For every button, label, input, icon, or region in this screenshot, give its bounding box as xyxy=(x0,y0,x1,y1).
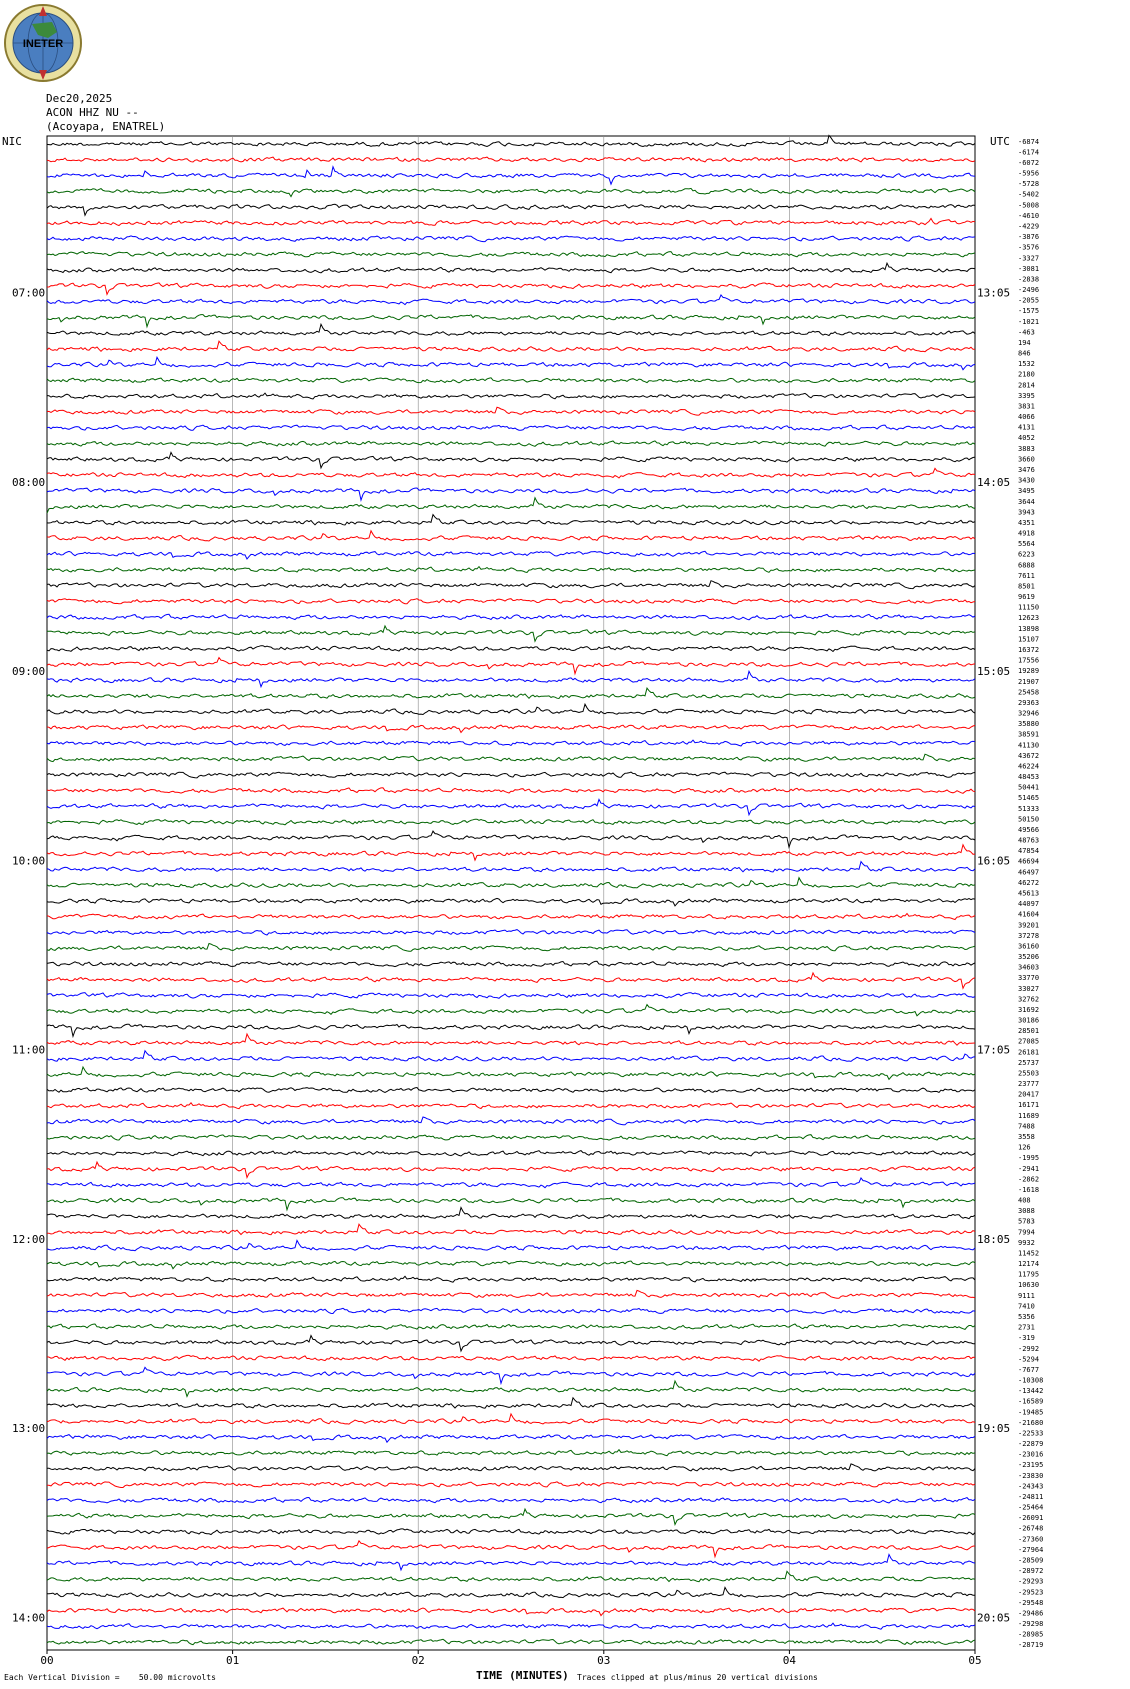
trace-row xyxy=(47,167,975,184)
trace-row xyxy=(47,1005,975,1016)
trace-row xyxy=(47,236,975,242)
trace-offset-label: 12623 xyxy=(1018,614,1040,623)
trace-offset-label: -29523 xyxy=(1018,1588,1044,1597)
trace-row xyxy=(47,1541,975,1557)
trace-offset-label: 43672 xyxy=(1018,751,1040,760)
trace-row xyxy=(47,740,975,746)
trace-row xyxy=(47,944,975,952)
trace-offset-label: -22879 xyxy=(1018,1440,1044,1448)
trace-offset-label: 4052 xyxy=(1018,434,1035,443)
trace-offset-label: 45613 xyxy=(1018,889,1040,898)
trace-offset-label: 2814 xyxy=(1018,381,1035,390)
x-tick-label: 02 xyxy=(411,1654,425,1667)
trace-row xyxy=(47,845,975,860)
trace-row xyxy=(47,324,975,335)
trace-offset-label: -27360 xyxy=(1018,1535,1044,1544)
trace-offset-label: 49566 xyxy=(1018,826,1040,834)
utc-hour-label: 16:05 xyxy=(977,854,1011,868)
trace-offset-label: -27964 xyxy=(1018,1545,1044,1554)
trace-offset-label: 4351 xyxy=(1018,518,1035,527)
trace-row xyxy=(47,878,975,888)
trace-row xyxy=(47,772,975,778)
trace-offset-label: 39201 xyxy=(1018,921,1040,930)
trace-row xyxy=(47,1261,975,1269)
trace-offset-label: -24343 xyxy=(1018,1482,1044,1491)
trace-offset-label: 6888 xyxy=(1018,561,1035,570)
trace-row xyxy=(47,688,975,698)
trace-row xyxy=(47,263,975,273)
trace-offset-label: 3476 xyxy=(1018,466,1035,474)
trace-offset-label: -28972 xyxy=(1018,1567,1044,1576)
trace-row xyxy=(47,498,975,513)
trace-row xyxy=(47,1024,975,1036)
trace-offset-label: -5956 xyxy=(1018,169,1040,178)
trace-row xyxy=(47,1509,975,1524)
trace-row xyxy=(47,1051,975,1062)
trace-row xyxy=(47,1336,975,1351)
trace-row xyxy=(47,1529,975,1535)
trace-offset-label: -24811 xyxy=(1018,1493,1044,1501)
trace-offset-label: 25458 xyxy=(1018,688,1040,697)
trace-offset-label: 4918 xyxy=(1018,529,1035,538)
trace-row xyxy=(47,204,975,215)
trace-row xyxy=(47,468,975,478)
trace-row xyxy=(47,581,975,589)
trace-row xyxy=(47,452,975,468)
trace-row xyxy=(47,799,975,814)
record-date: Dec20,2025 xyxy=(46,92,113,105)
trace-offset-label: 5564 xyxy=(1018,540,1035,549)
trace-row xyxy=(47,295,975,305)
trace-offset-label: -2941 xyxy=(1018,1164,1040,1173)
trace-offset-label: 41604 xyxy=(1018,910,1040,919)
trace-row xyxy=(47,315,975,327)
trace-row xyxy=(47,1324,975,1330)
trace-row xyxy=(47,1355,975,1361)
clip-note: Traces clipped at plus/minus 20 vertical divisions xyxy=(577,1673,818,1682)
trace-row xyxy=(47,862,975,872)
trace-offset-label: 9111 xyxy=(1018,1291,1035,1300)
trace-offset-label: 3943 xyxy=(1018,508,1035,517)
trace-row xyxy=(47,819,975,825)
trace-offset-label: 4131 xyxy=(1018,423,1035,432)
x-tick-label: 04 xyxy=(782,1654,797,1667)
scale-note: Each Vertical Division = 50.00 microvolts xyxy=(4,1673,216,1682)
trace-row xyxy=(47,1555,975,1570)
trace-offset-label: -3576 xyxy=(1018,243,1040,252)
trace-row xyxy=(47,671,975,686)
trace-row xyxy=(47,930,975,935)
trace-row xyxy=(47,1398,975,1408)
trace-row xyxy=(47,488,975,500)
trace-offset-label: -1021 xyxy=(1018,317,1040,326)
station-location: (Acoyapa, ENATREL) xyxy=(46,120,166,133)
trace-row xyxy=(47,1414,975,1424)
trace-row xyxy=(47,961,975,966)
trace-offset-label: -2496 xyxy=(1018,286,1040,294)
trace-offset-label: 23777 xyxy=(1018,1080,1040,1089)
trace-offset-label: -5008 xyxy=(1018,201,1040,210)
trace-offset-label: 17556 xyxy=(1018,656,1040,665)
x-tick-label: 00 xyxy=(40,1654,54,1667)
trace-offset-label: -26091 xyxy=(1018,1514,1044,1523)
trace-offset-label: 10630 xyxy=(1018,1281,1040,1290)
trace-row xyxy=(47,1135,975,1140)
trace-offset-label: -23830 xyxy=(1018,1471,1044,1480)
trace-offset-label: -463 xyxy=(1018,328,1035,337)
trace-offset-label: 35206 xyxy=(1018,953,1040,961)
utc-hour-label: 19:05 xyxy=(977,1422,1011,1436)
trace-offset-label: -7677 xyxy=(1018,1365,1040,1374)
trace-row xyxy=(47,1435,975,1443)
trace-row xyxy=(47,1240,975,1250)
trace-offset-label: -21680 xyxy=(1018,1418,1044,1427)
trace-offset-label: 37278 xyxy=(1018,931,1040,940)
trace-offset-label: -16589 xyxy=(1018,1397,1044,1406)
trace-offset-label: 25503 xyxy=(1018,1069,1040,1078)
trace-offset-label: 46272 xyxy=(1018,878,1040,887)
trace-offset-label: 9619 xyxy=(1018,593,1035,602)
trace-row xyxy=(47,1276,975,1282)
trace-row xyxy=(47,341,975,352)
trace-row xyxy=(47,378,975,383)
trace-row xyxy=(47,1308,975,1313)
trace-offset-label: 408 xyxy=(1018,1196,1031,1205)
trace-offset-label: 13898 xyxy=(1018,624,1040,633)
trace-offset-label: 194 xyxy=(1018,339,1031,347)
trace-row xyxy=(47,599,975,604)
trace-row xyxy=(47,157,975,162)
trace-offset-label: 28501 xyxy=(1018,1027,1040,1036)
trace-offset-label: -1995 xyxy=(1018,1154,1040,1163)
trace-row xyxy=(47,973,975,988)
trace-offset-label: 5356 xyxy=(1018,1313,1035,1321)
trace-offset-label: -3081 xyxy=(1018,264,1040,273)
trace-row xyxy=(47,1639,975,1644)
trace-offset-label: 3883 xyxy=(1018,444,1035,453)
trace-row xyxy=(47,1151,975,1156)
trace-offset-label: 34603 xyxy=(1018,963,1040,972)
trace-offset-label: -23016 xyxy=(1018,1450,1044,1459)
trace-offset-label: -2862 xyxy=(1018,1175,1040,1184)
trace-row xyxy=(47,357,975,369)
trace-offset-label: 846 xyxy=(1018,349,1031,358)
trace-row xyxy=(47,515,975,525)
local-hour-label: 09:00 xyxy=(12,665,46,679)
trace-offset-label: 3558 xyxy=(1018,1133,1035,1141)
trace-offset-label: 16171 xyxy=(1018,1101,1040,1110)
trace-offset-label: 19289 xyxy=(1018,667,1040,676)
trace-offset-label: 7611 xyxy=(1018,571,1035,580)
trace-row xyxy=(47,898,975,906)
trace-offset-label: 20417 xyxy=(1018,1090,1040,1099)
trace-offset-label: 51465 xyxy=(1018,794,1040,803)
trace-offset-label: 26181 xyxy=(1018,1048,1040,1057)
trace-row xyxy=(47,993,975,999)
trace-offset-label: -29293 xyxy=(1018,1577,1044,1586)
trace-row xyxy=(47,1381,975,1396)
trace-row xyxy=(47,1450,975,1456)
trace-row xyxy=(47,1178,975,1188)
utc-time-zone: UTC xyxy=(990,135,1010,148)
trace-row xyxy=(47,393,975,399)
trace-offset-label: 11795 xyxy=(1018,1270,1040,1279)
trace-row xyxy=(47,1367,975,1383)
utc-hour-label: 13:05 xyxy=(977,286,1011,300)
trace-offset-label: -6072 xyxy=(1018,159,1040,167)
ineter-logo-text: INETER xyxy=(22,38,64,50)
trace-row xyxy=(47,407,975,415)
trace-offset-label: 15107 xyxy=(1018,635,1040,644)
trace-offset-label: -2838 xyxy=(1018,275,1040,284)
trace-offset-label: -19485 xyxy=(1018,1408,1044,1417)
trace-offset-label: -10308 xyxy=(1018,1376,1044,1385)
trace-row xyxy=(47,626,975,641)
trace-offset-label: 47854 xyxy=(1018,847,1040,856)
trace-offset-label: 36160 xyxy=(1018,942,1040,951)
trace-offset-label: 126 xyxy=(1018,1143,1031,1152)
trace-offset-label: 7410 xyxy=(1018,1302,1035,1311)
trace-row xyxy=(47,754,975,761)
trace-offset-label: 2731 xyxy=(1018,1323,1035,1332)
local-time-zone: NIC xyxy=(2,135,22,148)
trace-row xyxy=(47,1498,975,1503)
trace-row xyxy=(47,646,975,652)
trace-offset-label: -28719 xyxy=(1018,1641,1044,1650)
trace-offset-label: 31692 xyxy=(1018,1006,1040,1014)
trace-row xyxy=(47,441,975,446)
x-tick-label: 05 xyxy=(968,1654,982,1667)
trace-offset-label: 46224 xyxy=(1018,762,1040,771)
trace-offset-label: -5294 xyxy=(1018,1355,1040,1364)
trace-row xyxy=(47,614,975,620)
trace-row xyxy=(47,1482,975,1488)
trace-row xyxy=(47,1464,975,1471)
x-axis-label: TIME (MINUTES) xyxy=(476,1669,569,1682)
trace-row xyxy=(47,1587,975,1597)
trace-offset-label: 4066 xyxy=(1018,413,1035,422)
trace-row xyxy=(47,725,975,733)
x-tick-label: 03 xyxy=(597,1654,611,1667)
trace-offset-label: -22533 xyxy=(1018,1429,1044,1438)
trace-offset-label: -3876 xyxy=(1018,233,1040,242)
trace-offset-label: 3495 xyxy=(1018,487,1035,496)
trace-offset-label: -5728 xyxy=(1018,180,1040,189)
trace-offset-label: 3430 xyxy=(1018,476,1035,485)
trace-row xyxy=(47,788,975,794)
trace-offset-label: 2180 xyxy=(1018,370,1035,379)
trace-row xyxy=(47,1623,975,1629)
trace-row xyxy=(47,704,975,714)
trace-offset-label: 44097 xyxy=(1018,900,1040,909)
trace-row xyxy=(47,1290,975,1298)
trace-offset-label: 46694 xyxy=(1018,857,1040,866)
trace-offset-label: -5402 xyxy=(1018,190,1040,199)
trace-offset-label: 30186 xyxy=(1018,1016,1040,1025)
trace-offset-label: 48763 xyxy=(1018,836,1040,845)
trace-offset-label: -28985 xyxy=(1018,1630,1044,1639)
trace-row xyxy=(47,252,975,257)
trace-offset-label: 5783 xyxy=(1018,1217,1035,1226)
trace-row xyxy=(47,425,975,430)
trace-offset-label: 12174 xyxy=(1018,1260,1040,1269)
trace-row xyxy=(47,1224,975,1234)
trace-row xyxy=(47,831,975,847)
trace-row xyxy=(47,1198,975,1210)
trace-offset-label: 7994 xyxy=(1018,1228,1035,1237)
trace-offset-label: 9932 xyxy=(1018,1238,1035,1247)
trace-row xyxy=(47,1571,975,1581)
trace-offset-label: 3088 xyxy=(1018,1207,1035,1216)
trace-offset-label: -29486 xyxy=(1018,1609,1044,1618)
trace-offset-label: 51333 xyxy=(1018,804,1040,813)
trace-offset-label: 25737 xyxy=(1018,1058,1040,1067)
utc-hour-label: 17:05 xyxy=(977,1043,1011,1057)
local-hour-label: 14:00 xyxy=(12,1611,46,1625)
station-code: ACON HHZ NU -- xyxy=(46,106,139,119)
trace-offset-label: -2055 xyxy=(1018,296,1040,305)
utc-hour-label: 14:05 xyxy=(977,476,1011,489)
trace-offset-label: 33770 xyxy=(1018,974,1040,983)
trace-row xyxy=(47,219,975,226)
trace-row xyxy=(47,567,975,573)
trace-offset-label: 33027 xyxy=(1018,984,1040,993)
trace-row xyxy=(47,531,975,541)
local-hour-label: 10:00 xyxy=(12,854,46,868)
trace-offset-label: 46497 xyxy=(1018,868,1040,877)
trace-row xyxy=(47,1608,975,1616)
trace-offset-label: 3644 xyxy=(1018,497,1035,506)
trace-offset-label: -13442 xyxy=(1018,1387,1044,1396)
trace-offset-label: 41130 xyxy=(1018,741,1040,750)
trace-row xyxy=(47,1117,975,1125)
trace-offset-label: 3831 xyxy=(1018,402,1035,411)
trace-offset-label: -26748 xyxy=(1018,1524,1044,1533)
trace-offset-label: -3327 xyxy=(1018,254,1040,263)
trace-offset-label: 8501 xyxy=(1018,582,1035,591)
trace-offset-label: -1618 xyxy=(1018,1185,1040,1194)
trace-offset-label: -2992 xyxy=(1018,1344,1040,1353)
trace-row xyxy=(47,135,975,146)
trace-offset-label: 11150 xyxy=(1018,603,1040,612)
trace-offset-label: 6223 xyxy=(1018,550,1035,559)
utc-hour-label: 15:05 xyxy=(977,665,1011,679)
trace-row xyxy=(47,1103,975,1109)
trace-offset-label: 35880 xyxy=(1018,720,1040,729)
trace-offset-label: -4229 xyxy=(1018,222,1040,231)
trace-offset-label: -25464 xyxy=(1018,1503,1044,1512)
trace-offset-label: -319 xyxy=(1018,1334,1035,1343)
trace-row xyxy=(47,1088,975,1093)
trace-offset-label: 38591 xyxy=(1018,730,1040,739)
trace-offset-label: -29298 xyxy=(1018,1620,1044,1628)
trace-row xyxy=(47,1067,975,1079)
trace-row xyxy=(47,1034,975,1045)
trace-offset-label: -29548 xyxy=(1018,1598,1044,1607)
trace-offset-label: 1532 xyxy=(1018,360,1035,369)
local-hour-label: 07:00 xyxy=(12,286,46,300)
utc-hour-label: 20:05 xyxy=(977,1611,1011,1625)
trace-offset-label: -4610 xyxy=(1018,211,1040,220)
trace-offset-label: -6874 xyxy=(1018,137,1040,146)
trace-offset-label: 27085 xyxy=(1018,1037,1040,1046)
trace-offset-label: 50441 xyxy=(1018,783,1040,792)
trace-offset-label: 3395 xyxy=(1018,391,1035,400)
trace-offset-label: 16372 xyxy=(1018,646,1040,654)
trace-row xyxy=(47,1208,975,1219)
trace-offset-label: 3660 xyxy=(1018,455,1035,464)
trace-row xyxy=(47,283,975,295)
trace-row xyxy=(47,658,975,674)
trace-offset-label: 21907 xyxy=(1018,677,1040,686)
local-hour-label: 08:00 xyxy=(12,476,46,489)
trace-row xyxy=(47,188,975,196)
trace-offset-label: 7488 xyxy=(1018,1122,1035,1131)
local-hour-label: 11:00 xyxy=(12,1043,46,1057)
trace-row xyxy=(47,551,975,559)
trace-offset-label: 32762 xyxy=(1018,995,1040,1004)
trace-offset-label: 32946 xyxy=(1018,709,1040,718)
trace-row xyxy=(47,1162,975,1177)
trace-offset-label: 29363 xyxy=(1018,698,1040,707)
trace-row xyxy=(47,914,975,920)
trace-offset-label: 48453 xyxy=(1018,773,1040,781)
trace-offset-label: -1575 xyxy=(1018,307,1040,316)
trace-offset-label: -6174 xyxy=(1018,148,1040,157)
utc-hour-label: 18:05 xyxy=(977,1233,1011,1246)
trace-offset-label: -23195 xyxy=(1018,1461,1044,1470)
trace-offset-label: 11452 xyxy=(1018,1249,1040,1258)
trace-offset-label: 50150 xyxy=(1018,815,1040,824)
local-hour-label: 13:00 xyxy=(12,1422,46,1436)
x-tick-label: 01 xyxy=(225,1654,240,1667)
trace-offset-label: -28509 xyxy=(1018,1556,1044,1565)
trace-offset-label: 11689 xyxy=(1018,1111,1040,1120)
local-hour-label: 12:00 xyxy=(12,1233,46,1246)
